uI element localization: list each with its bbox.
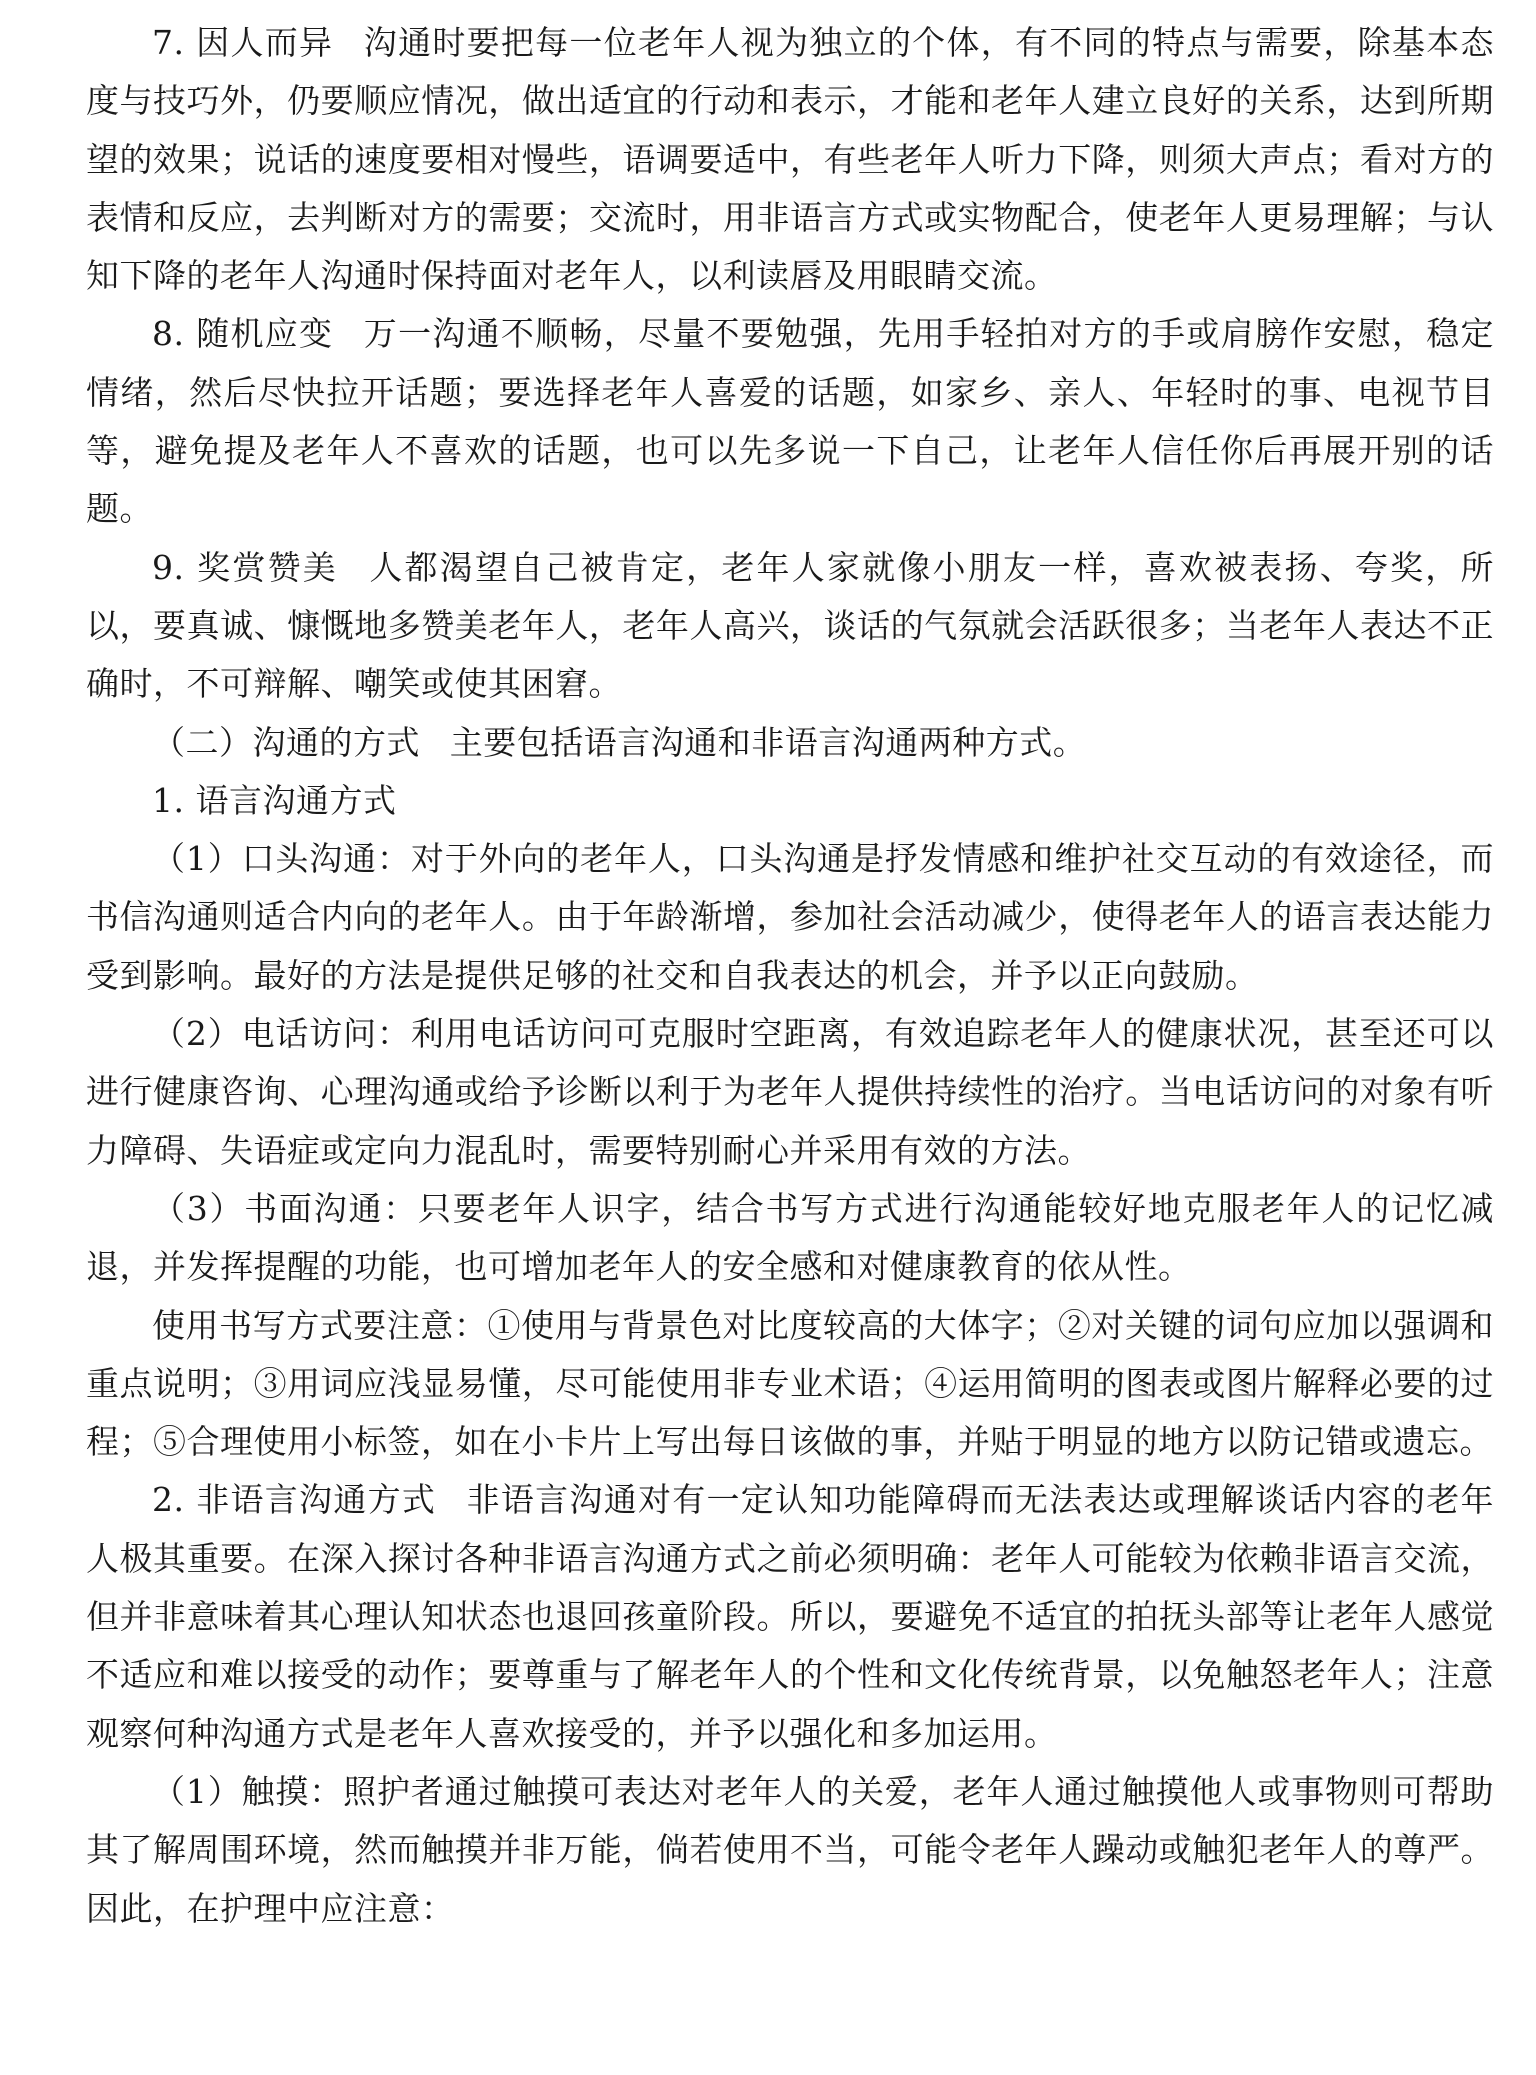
paragraph-text: 人都渴望自己被肯定，老年人家就像小朋友一样，喜欢被表扬、夸奖，所以，要真诚、慷慨地多赞美老年人，老年人高兴，谈话的气氛就会活跃很多；当老年人表达不正确时，不可辩解、嘲笑或使其困窘。: [86, 547, 1494, 704]
paragraph-text: （3）书面沟通：只要老年人识字，结合书写方式进行沟通能较好地克服老年人的记忆减退，并发挥提醒的功能，也可增加老年人的安全感和对健康教育的依从性。: [86, 1188, 1494, 1287]
subsection-verbal-communication: [86, 772, 1494, 830]
paragraph-text: 使用书写方式要注意：①使用与背景色对比度较高的大体字；②对关键的词句应加以强调和重点说明；③用词应浅显易懂，尽可能使用非专业术语；④运用简明的图表或图片解释必要的过程；⑤合理使用小标签，如在小卡片上写出每日该做的事，并贴于明显的地方以防记错或遗忘。: [86, 1305, 1494, 1462]
section-heading: （二）沟通的方式: [152, 722, 420, 762]
paragraph-text: （1）触摸：照护者通过触摸可表达对老年人的关爱，老年人通过触摸他人或事物则可帮助其了解周围环境，然而触摸并非万能，倘若使用不当，可能令老年人躁动或触犯老年人的尊严。因此，在护理中应注意：: [86, 1771, 1494, 1928]
paragraph-7-individual-differences: [86, 14, 1494, 305]
paragraph-9-praise: [86, 539, 1494, 714]
paragraph-8-adapt-flexibly: [86, 305, 1494, 538]
paragraph-text: 主要包括语言沟通和非语言沟通两种方式。: [449, 722, 1087, 762]
section-heading: 2. 非语言沟通方式: [152, 1480, 437, 1520]
section-heading: 8. 随机应变: [152, 314, 334, 354]
paragraph-text: （2）电话访问：利用电话访问可克服时空距离，有效追踪老年人的健康状况，甚至还可以进行健康咨询、心理沟通或给予诊断以利于为老年人提供持续性的治疗。当电话访问的对象有听力障碍、失语症或定向力混乱时，需要特别耐心并采用有效的方法。: [86, 1014, 1494, 1170]
paragraph-text: 沟通时要把每一位老年人视为独立的个体，有不同的特点与需要，除基本态度与技巧外，仍要顺应情况，做出适宜的行动和表示，才能和老年人建立良好的关系，达到所期望的效果；说话的速度要相对慢些，语调要适中，有些老年人听力下降，则须大声点；看对方的表情和反应，去判断对方的需要；交流时，用非语言方式或实物配合，使老年人更易理解；与认知下降的老年人沟通时保持面对老年人，以利读唇及用眼睛交流。: [86, 23, 1495, 296]
paragraph-written-communication: [86, 1180, 1494, 1297]
section-heading: 1. 语言沟通方式: [152, 780, 397, 820]
paragraph-writing-notes: [86, 1297, 1494, 1472]
paragraph-oral-communication: [86, 830, 1494, 1005]
document-body: [86, 14, 1494, 1938]
paragraph-text: 非语言沟通对有一定认知功能障碍而无法表达或理解谈话内容的老年人极其重要。在深入探讨各种非语言沟通方式之前必须明确：老年人可能较为依赖非语言交流，但并非意味着其心理认知状态也退回孩童阶段。所以，要避免不适宜的拍抚头部等让老年人感觉不适应和难以接受的动作；要尊重与了解老年人的个性和文化传统背景，以免触怒老年人；注意观察何种沟通方式是老年人喜欢接受的，并予以强化和多加运用。: [86, 1480, 1494, 1753]
paragraph-text: 万一沟通不顺畅，尽量不要勉强，先用手轻拍对方的手或肩膀作安慰，稳定情绪，然后尽快拉开话题；要选择老年人喜爱的话题，如家乡、亲人、年轻时的事、电视节目等，避免提及老年人不喜欢的话题，也可以先多说一下自己，让老年人信任你后再展开别的话题。: [86, 314, 1495, 529]
paragraph-touch: [86, 1763, 1494, 1938]
section-communication-methods: [86, 714, 1494, 772]
section-heading: 9. 奖赏赞美: [152, 547, 338, 587]
subsection-nonverbal-communication: [86, 1471, 1494, 1762]
paragraph-text: （1）口头沟通：对于外向的老年人，口头沟通是抒发情感和维护社交互动的有效途径，而书信沟通则适合内向的老年人。由于年龄渐增，参加社会活动减少，使得老年人的语言表达能力受到影响。最好的方法是提供足够的社交和自我表达的机会，并予以正向鼓励。: [86, 839, 1494, 995]
section-heading: 7. 因人而异: [152, 23, 334, 62]
paragraph-phone-visit: [86, 1005, 1494, 1180]
